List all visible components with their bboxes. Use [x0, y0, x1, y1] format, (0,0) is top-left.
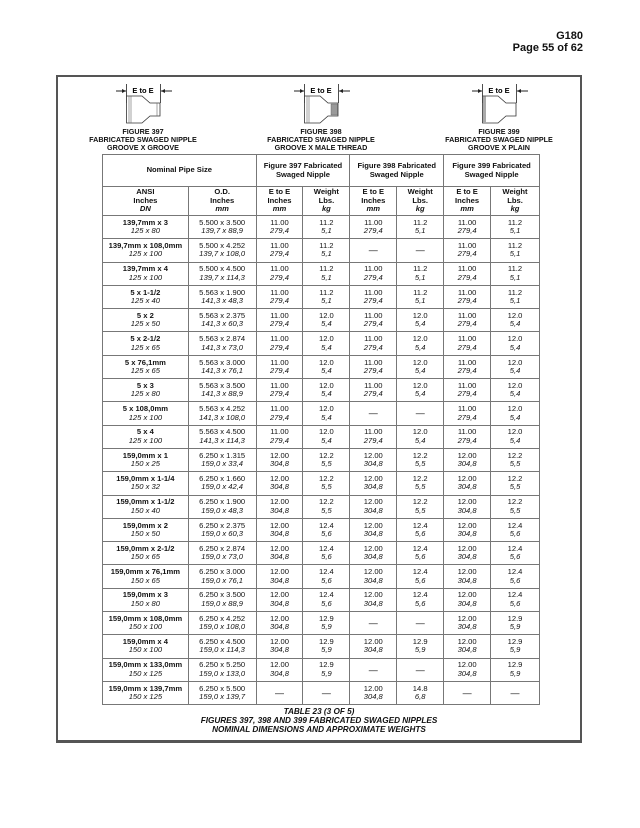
cell-f398-weight: 12.2 5,5 [397, 472, 444, 495]
cell-f399-weight: 12.0 5,4 [491, 309, 540, 332]
cell-f397-weight: 12.0 5,4 [303, 425, 350, 448]
table-row [103, 495, 540, 518]
cell-f397-weight: 11.2 5,1 [303, 262, 350, 285]
header-nominal-pipe-size: Nominal Pipe Size [103, 155, 257, 187]
table-row [103, 448, 540, 471]
cell-f397-e-to-e: 11.00 279,4 [256, 239, 303, 262]
figure-subtitle: FABRICATED SWAGED NIPPLE [267, 135, 375, 144]
cell-f397-weight: 12.9 5,9 [303, 612, 350, 635]
swaged-nipple-groove-x-thread-icon [266, 81, 376, 127]
cell-f397-e-to-e: 12.00 304,8 [256, 472, 303, 495]
cell-f397-weight: 11.2 5,1 [303, 285, 350, 308]
cell-f397-e-to-e: 12.00 304,8 [256, 565, 303, 588]
cell-ansi: 159,0mm x 1-1/2 150 x 40 [103, 495, 189, 518]
cell-ansi: 159,0mm x 3 150 x 80 [103, 588, 189, 611]
cell-f398-weight: 12.4 5,6 [397, 518, 444, 541]
cell-od: 6.250 x 5.250 159,0 x 133,0 [188, 658, 256, 681]
cell-f398-weight: 11.2 5,1 [397, 285, 444, 308]
cell-f398-weight: — [397, 658, 444, 681]
group-header-row [103, 155, 540, 187]
cell-f399-weight: 12.4 5,6 [491, 565, 540, 588]
cell-f397-e-to-e: 11.00 279,4 [256, 402, 303, 425]
cell-f397-weight: 12.0 5,4 [303, 309, 350, 332]
figure-398 [236, 81, 406, 152]
cell-f399-weight: 12.2 5,5 [491, 472, 540, 495]
cell-f399-weight: 12.0 5,4 [491, 425, 540, 448]
cell-f399-e-to-e: 11.00 279,4 [444, 402, 491, 425]
cell-f399-e-to-e: 12.00 304,8 [444, 495, 491, 518]
cell-ansi: 5 x 2-1/2 125 x 65 [103, 332, 189, 355]
cell-f398-e-to-e: 11.00 279,4 [350, 216, 397, 239]
header-od: O.D. Inches mm [188, 187, 256, 216]
cell-od: 5.500 x 4.252 139,7 x 108,0 [188, 239, 256, 262]
cell-f398-e-to-e: 12.00 304,8 [350, 472, 397, 495]
figure-title: FIGURE 399 [478, 127, 520, 136]
cell-f399-weight: — [491, 681, 540, 704]
cell-ansi: 159,0mm x 2 150 x 50 [103, 518, 189, 541]
header-figure-399: Figure 399 Fabricated Swaged Nipple [444, 155, 540, 187]
cell-f398-e-to-e: — [350, 239, 397, 262]
cell-f399-weight: 11.2 5,1 [491, 239, 540, 262]
cell-f397-weight: 12.0 5,4 [303, 355, 350, 378]
table-row [103, 239, 540, 262]
table-row [103, 565, 540, 588]
cell-f399-weight: 12.9 5,9 [491, 635, 540, 658]
cell-f398-e-to-e: 12.00 304,8 [350, 495, 397, 518]
figure-title: FIGURE 397 [122, 127, 164, 136]
cell-ansi: 5 x 4 125 x 100 [103, 425, 189, 448]
cell-ansi: 139,7mm x 4 125 x 100 [103, 262, 189, 285]
content-frame [56, 75, 582, 743]
cell-f399-weight: 11.2 5,1 [491, 216, 540, 239]
table-row [103, 472, 540, 495]
table-row [103, 635, 540, 658]
cell-ansi: 159,0mm x 4 150 x 100 [103, 635, 189, 658]
table-row [103, 355, 540, 378]
cell-f399-weight: 12.9 5,9 [491, 612, 540, 635]
cell-ansi: 159,0mm x 1-1/4 150 x 32 [103, 472, 189, 495]
cell-f397-weight: 11.2 5,1 [303, 216, 350, 239]
cell-f399-e-to-e: 12.00 304,8 [444, 635, 491, 658]
cell-f399-weight: 11.2 5,1 [491, 262, 540, 285]
cell-f398-e-to-e: 12.00 304,8 [350, 681, 397, 704]
cell-f397-e-to-e: 12.00 304,8 [256, 658, 303, 681]
cell-od: 5.563 x 4.500 141,3 x 114,3 [188, 425, 256, 448]
cell-f399-e-to-e: 12.00 304,8 [444, 658, 491, 681]
cell-f399-weight: 12.0 5,4 [491, 355, 540, 378]
cell-f398-weight: 12.4 5,6 [397, 565, 444, 588]
table-row [103, 518, 540, 541]
figure-end-type: GROOVE X MALE THREAD [274, 143, 368, 152]
table-subtitle: NOMINAL DIMENSIONS AND APPROXIMATE WEIGHTS [212, 725, 426, 734]
cell-f397-weight: 11.2 5,1 [303, 239, 350, 262]
cell-f398-weight: 12.0 5,4 [397, 332, 444, 355]
cell-f397-weight: 12.4 5,6 [303, 588, 350, 611]
cell-f398-weight: 12.0 5,4 [397, 425, 444, 448]
cell-od: 5.500 x 4.500 139,7 x 114,3 [188, 262, 256, 285]
cell-f398-weight: 12.0 5,4 [397, 309, 444, 332]
cell-ansi: 5 x 3 125 x 80 [103, 379, 189, 402]
cell-f399-weight: 12.9 5,9 [491, 658, 540, 681]
cell-f398-weight: 12.4 5,6 [397, 588, 444, 611]
cell-ansi: 5 x 108,0mm 125 x 100 [103, 402, 189, 425]
cell-f399-e-to-e: 12.00 304,8 [444, 565, 491, 588]
cell-f397-e-to-e: 12.00 304,8 [256, 635, 303, 658]
table-body [103, 216, 540, 705]
table-row [103, 379, 540, 402]
swaged-nipple-groove-x-plain-icon [444, 81, 554, 127]
table-row [103, 402, 540, 425]
cell-f397-weight: 12.2 5,5 [303, 472, 350, 495]
cell-f399-e-to-e: 12.00 304,8 [444, 518, 491, 541]
cell-f397-e-to-e: 12.00 304,8 [256, 495, 303, 518]
cell-f399-weight: 12.0 5,4 [491, 402, 540, 425]
cell-ansi: 159,0mm x 1 150 x 25 [103, 448, 189, 471]
cell-f398-weight: 11.2 5,1 [397, 216, 444, 239]
cell-f397-e-to-e: 11.00 279,4 [256, 379, 303, 402]
cell-od: 6.250 x 1.900 159,0 x 48,3 [188, 495, 256, 518]
cell-od: 5.563 x 2.375 141,3 x 60,3 [188, 309, 256, 332]
cell-f397-e-to-e: 11.00 279,4 [256, 332, 303, 355]
cell-od: 6.250 x 3.500 159,0 x 88,9 [188, 588, 256, 611]
cell-f398-e-to-e: 12.00 304,8 [350, 448, 397, 471]
table-row [103, 332, 540, 355]
table-row [103, 285, 540, 308]
cell-f399-e-to-e: 12.00 304,8 [444, 542, 491, 565]
cell-f399-e-to-e: 11.00 279,4 [444, 332, 491, 355]
header-weight: Weight Lbs. kg [491, 187, 540, 216]
cell-f397-e-to-e: 11.00 279,4 [256, 262, 303, 285]
cell-ansi: 5 x 76,1mm 125 x 65 [103, 355, 189, 378]
figure-399 [414, 81, 584, 152]
cell-f397-e-to-e: 11.00 279,4 [256, 216, 303, 239]
table-row [103, 262, 540, 285]
cell-od: 6.250 x 1.315 159,0 x 33,4 [188, 448, 256, 471]
cell-f399-e-to-e: — [444, 681, 491, 704]
cell-f399-e-to-e: 11.00 279,4 [444, 425, 491, 448]
cell-f399-weight: 12.2 5,5 [491, 495, 540, 518]
cell-f399-weight: 12.2 5,5 [491, 448, 540, 471]
cell-od: 6.250 x 3.000 159,0 x 76,1 [188, 565, 256, 588]
table-row [103, 612, 540, 635]
table-caption [58, 707, 580, 734]
cell-f397-weight: 12.2 5,5 [303, 495, 350, 518]
cell-od: 5.563 x 3.500 141,3 x 88,9 [188, 379, 256, 402]
cell-f398-weight: 12.4 5,6 [397, 542, 444, 565]
cell-od: 6.250 x 5.500 159,0 x 139,7 [188, 681, 256, 704]
cell-ansi: 159,0mm x 133,0mm 150 x 125 [103, 658, 189, 681]
cell-f398-e-to-e: 11.00 279,4 [350, 332, 397, 355]
table-row [103, 216, 540, 239]
cell-ansi: 5 x 1-1/2 125 x 40 [103, 285, 189, 308]
table-row [103, 425, 540, 448]
cell-f398-e-to-e: 12.00 304,8 [350, 518, 397, 541]
figure-subtitle: FABRICATED SWAGED NIPPLE [89, 135, 197, 144]
cell-f397-weight: 12.2 5,5 [303, 448, 350, 471]
cell-f398-e-to-e: 11.00 279,4 [350, 379, 397, 402]
page-number: Page 55 of 62 [512, 42, 583, 54]
cell-f398-weight: 11.2 5,1 [397, 262, 444, 285]
table-row [103, 681, 540, 704]
cell-f397-e-to-e: 11.00 279,4 [256, 309, 303, 332]
cell-f397-e-to-e: — [256, 681, 303, 704]
cell-od: 5.563 x 1.900 141,3 x 48,3 [188, 285, 256, 308]
cell-f397-weight: 12.0 5,4 [303, 402, 350, 425]
cell-f397-weight: — [303, 681, 350, 704]
cell-od: 6.250 x 1.660 159,0 x 42,4 [188, 472, 256, 495]
header-e-to-e: E to E Inches mm [444, 187, 491, 216]
document-id: G180 [556, 30, 583, 42]
cell-f398-e-to-e: 12.00 304,8 [350, 542, 397, 565]
cell-f399-e-to-e: 11.00 279,4 [444, 285, 491, 308]
cell-f398-weight: 12.9 5,9 [397, 635, 444, 658]
cell-f399-weight: 12.4 5,6 [491, 542, 540, 565]
header-e-to-e: E to E Inches mm [350, 187, 397, 216]
cell-f398-e-to-e: 11.00 279,4 [350, 309, 397, 332]
cell-f398-e-to-e: 11.00 279,4 [350, 355, 397, 378]
cell-f398-e-to-e: 11.00 279,4 [350, 285, 397, 308]
cell-f398-e-to-e: 11.00 279,4 [350, 262, 397, 285]
cell-f399-e-to-e: 11.00 279,4 [444, 216, 491, 239]
cell-f397-e-to-e: 12.00 304,8 [256, 448, 303, 471]
figure-title: FIGURE 398 [300, 127, 342, 136]
cell-f397-weight: 12.9 5,9 [303, 635, 350, 658]
dimensions-table [102, 154, 540, 705]
cell-f398-weight: 12.2 5,5 [397, 495, 444, 518]
cell-od: 6.250 x 4.500 159,0 x 114,3 [188, 635, 256, 658]
cell-f399-e-to-e: 11.00 279,4 [444, 309, 491, 332]
cell-ansi: 159,0mm x 139,7mm 150 x 125 [103, 681, 189, 704]
figure-end-type: GROOVE X PLAIN [468, 143, 530, 152]
cell-f399-e-to-e: 11.00 279,4 [444, 239, 491, 262]
cell-od: 5.500 x 3.500 139,7 x 88,9 [188, 216, 256, 239]
cell-f397-e-to-e: 12.00 304,8 [256, 542, 303, 565]
header-e-to-e: E to E Inches mm [256, 187, 303, 216]
figure-397 [58, 81, 228, 152]
cell-f397-weight: 12.0 5,4 [303, 332, 350, 355]
cell-f398-e-to-e: — [350, 402, 397, 425]
cell-f399-e-to-e: 12.00 304,8 [444, 448, 491, 471]
cell-f397-e-to-e: 12.00 304,8 [256, 588, 303, 611]
cell-od: 6.250 x 4.252 159,0 x 108,0 [188, 612, 256, 635]
document-header [513, 30, 583, 54]
table-row [103, 542, 540, 565]
table-number: TABLE 23 (3 OF 5) [283, 707, 355, 716]
cell-f398-weight: — [397, 239, 444, 262]
cell-ansi: 159,0mm x 2-1/2 150 x 65 [103, 542, 189, 565]
cell-f397-weight: 12.4 5,6 [303, 518, 350, 541]
cell-f398-e-to-e: — [350, 658, 397, 681]
cell-f397-e-to-e: 12.00 304,8 [256, 518, 303, 541]
cell-ansi: 139,7mm x 108,0mm 125 x 100 [103, 239, 189, 262]
figure-strip [58, 81, 580, 157]
cell-od: 6.250 x 2.375 159,0 x 60,3 [188, 518, 256, 541]
cell-f397-weight: 12.9 5,9 [303, 658, 350, 681]
cell-f398-e-to-e: 12.00 304,8 [350, 588, 397, 611]
cell-f398-weight: 12.2 5,5 [397, 448, 444, 471]
header-weight: Weight Lbs. kg [397, 187, 444, 216]
cell-f399-weight: 11.2 5,1 [491, 285, 540, 308]
cell-od: 5.563 x 4.252 141,3 x 108,0 [188, 402, 256, 425]
cell-f399-weight: 12.4 5,6 [491, 518, 540, 541]
sub-header-row [103, 187, 540, 216]
cell-f399-e-to-e: 11.00 279,4 [444, 262, 491, 285]
cell-f397-e-to-e: 11.00 279,4 [256, 425, 303, 448]
cell-ansi: 5 x 2 125 x 50 [103, 309, 189, 332]
cell-od: 6.250 x 2.874 159,0 x 73,0 [188, 542, 256, 565]
cell-f399-e-to-e: 12.00 304,8 [444, 612, 491, 635]
cell-f397-e-to-e: 12.00 304,8 [256, 612, 303, 635]
cell-od: 5.563 x 2.874 141,3 x 73,0 [188, 332, 256, 355]
cell-f399-weight: 12.0 5,4 [491, 379, 540, 402]
cell-f398-e-to-e: 12.00 304,8 [350, 565, 397, 588]
cell-f399-e-to-e: 12.00 304,8 [444, 472, 491, 495]
cell-f398-weight: 12.0 5,4 [397, 355, 444, 378]
header-figure-398: Figure 398 Fabricated Swaged Nipple [350, 155, 444, 187]
cell-f399-weight: 12.0 5,4 [491, 332, 540, 355]
cell-f398-e-to-e: 12.00 304,8 [350, 635, 397, 658]
cell-f399-e-to-e: 11.00 279,4 [444, 355, 491, 378]
e-to-e-label: E to E [488, 86, 510, 95]
cell-f398-weight: 12.0 5,4 [397, 379, 444, 402]
table-row [103, 658, 540, 681]
cell-f397-weight: 12.0 5,4 [303, 379, 350, 402]
cell-f398-e-to-e: — [350, 612, 397, 635]
cell-ansi: 159,0mm x 76,1mm 150 x 65 [103, 565, 189, 588]
e-to-e-label: E to E [132, 86, 154, 95]
table-title: FIGURES 397, 398 AND 399 FABRICATED SWAGED NIPPLES [200, 716, 438, 725]
cell-f398-e-to-e: 11.00 279,4 [350, 425, 397, 448]
cell-ansi: 159,0mm x 108,0mm 150 x 100 [103, 612, 189, 635]
cell-f399-weight: 12.4 5,6 [491, 588, 540, 611]
cell-f398-weight: — [397, 612, 444, 635]
e-to-e-label: E to E [310, 86, 332, 95]
swaged-nipple-groove-x-groove-icon [88, 81, 198, 127]
header-figure-397: Figure 397 Fabricated Swaged Nipple [256, 155, 350, 187]
cell-ansi: 139,7mm x 3 125 x 80 [103, 216, 189, 239]
header-weight: Weight Lbs. kg [303, 187, 350, 216]
cell-f399-e-to-e: 11.00 279,4 [444, 379, 491, 402]
cell-f398-weight: — [397, 402, 444, 425]
cell-od: 5.563 x 3.000 141,3 x 76,1 [188, 355, 256, 378]
cell-f398-weight: 14.8 6,8 [397, 681, 444, 704]
table-row [103, 588, 540, 611]
figure-subtitle: FABRICATED SWAGED NIPPLE [445, 135, 553, 144]
cell-f397-weight: 12.4 5,6 [303, 542, 350, 565]
cell-f397-e-to-e: 11.00 279,4 [256, 355, 303, 378]
cell-f399-e-to-e: 12.00 304,8 [444, 588, 491, 611]
cell-f397-weight: 12.4 5,6 [303, 565, 350, 588]
figure-end-type: GROOVE X GROOVE [107, 143, 179, 152]
table-row [103, 309, 540, 332]
header-ansi: ANSI Inches DN [103, 187, 189, 216]
cell-f397-e-to-e: 11.00 279,4 [256, 285, 303, 308]
